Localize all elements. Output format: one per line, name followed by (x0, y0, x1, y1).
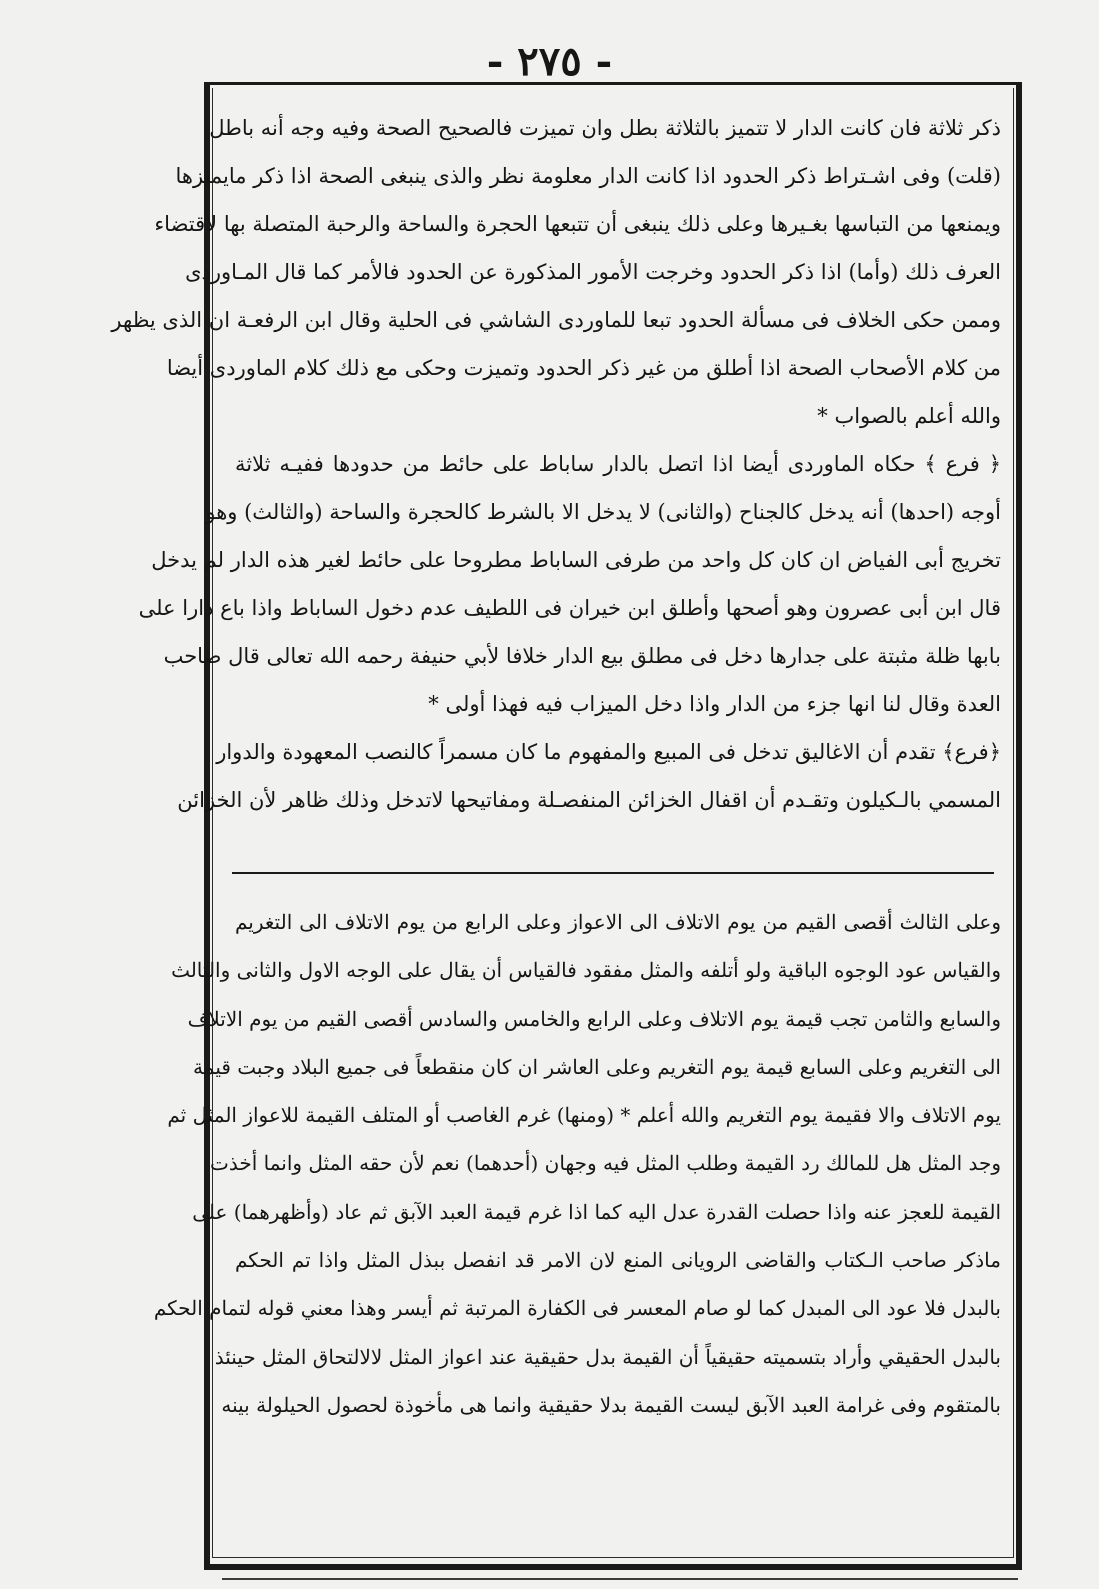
main-text-line: قال ابن أبى عصرون وهو أصحها وأطلق ابن خيران فى اللطيف عدم دخول الساباط واذا باع دارا على (138, 596, 1001, 620)
footnote-line: وعلى الثالث أقصى القيم من يوم الاتلاف الى الاعواز وعلى الرابع من يوم الاتلاف الى التغريم (235, 910, 1001, 934)
footnote-line: الى التغريم وعلى السابع قيمة يوم التغريم وعلى العاشر ان كان منقطعاً فى جميع البلاد وجبت قيمة (193, 1054, 1001, 1079)
main-text-line: المسمي بالـكيلون وتقـدم أن اقفال الخزائن المنفصـلة ومفاتيحها لاتدخل وذلك ظاهر لأن الخزائن (177, 788, 1001, 812)
main-text-line: والله أعلم بالصواب * (817, 404, 1001, 428)
footnote-line: يوم الاتلاف والا فقيمة يوم التغريم والله أعلم * (ومنها) غرم الغاصب أو المتلف القيمة للاعواز المثل ثم (167, 1103, 1001, 1128)
main-text-line: تخريج أبى الفياض ان كان كل واحد من طرفى الساباط مطروحا على حائط لغير هذه الدار لم يدخل (151, 548, 1001, 572)
main-text-line: بابها ظلة مثبتة على جدارها دخل فى مطلق بيع الدار خلافا لأبي حنيفة رحمه الله تعالى قال صاحب (163, 644, 1001, 668)
footnote-line: بالبدل فلا عود الى المبدل كما لو صام المعسر فى الكفارة المرتبة ثم أيسر وهذا معني قوله لتمام الحكم (153, 1296, 1001, 1321)
main-text-line: ﴿فرع﴾ تقدم أن الاغاليق تدخل فى المبيع والمفهوم ما كان مسمراً كالنصب المعهودة والدوار (216, 740, 1001, 764)
footnote-line: وجد المثل هل للمالك رد القيمة وطلب المثل فيه وجهان (أحدهما) نعم لأن حقه المثل وانما أخذت (210, 1151, 1001, 1176)
main-text (111, 104, 1001, 824)
footnote-line: والقياس عود الوجوه الباقية ولو أتلفه والمثل مفقود فالقياس أن يقال على الوجه الاول والثانى والثالث (171, 958, 1001, 983)
main-text-line: أوجه (احدها) أنه يدخل كالجناح (والثانى) لا يدخل الا بالشرط كالحجرة والساحة (والثالث) وهو (205, 500, 1001, 524)
main-text-line: ويمنعها من التباسها بغـيرها وعلى ذلك ينبغى أن تتبعها الحجرة والساحة والرحبة المتصلة بها لاقتضاء (154, 212, 1001, 236)
footnote-line: ماذكر صاحب الـكتاب والقاضى الرويانى المنع لان الامر قد انفصل ببذل المثل واذا تم الحكم (235, 1248, 1001, 1273)
main-text-line: العدة وقال لنا انها جزء من الدار واذا دخل الميزاب فيه فهذا أولى * (428, 692, 1001, 716)
main-text-line: ﴿ فرع ﴾ حكاه الماوردى أيضا اذا اتصل بالدار ساباط على حائط من حدودها ففيـه ثلاثة (235, 452, 1001, 476)
main-text-line: وممن حكى الخلاف فى مسألة الحدود تبعا للماوردى الشاشي فى الحلية وقال ابن الرفعـة ان الذى يظهر (111, 308, 1001, 332)
footnote-line: والسابع والثامن تجب قيمة يوم الاتلاف وعلى الرابع والخامس والسادس أقصى القيم من يوم الاتلاف (187, 1006, 1001, 1031)
main-text-line: ذكر ثلاثة فان كانت الدار لا تتميز بالثلاثة بطل وان تميزت فالصحيح الصحة وفيه وجه أنه باطل (209, 116, 1001, 140)
footnote-line: القيمة للعجز عنه واذا حصلت القدرة عدل اليه كما اذا غرم قيمة العبد الآبق ثم عاد (وأظهرهما) على (192, 1199, 1001, 1224)
bottom-rule (222, 1578, 1018, 1580)
main-text-line: العرف ذلك (وأما) اذا ذكر الحدود وخرجت الأمور المذكورة عن الحدود فالأمر كما قال المـاوردى (185, 260, 1001, 284)
main-text-line: (قلت) وفى اشـتراط ذكر الحدود اذا كانت الدار معلومة نظر والذى ينبغى الصحة اذا ذكر مايميزها (175, 164, 1001, 188)
page-number: - ٢٧٥ - (486, 38, 613, 85)
footnote-line: بالبدل الحقيقي وأراد بتسميته حقيقياً أن القيمة بدل حقيقية عند اعواز المثل لالالتحاق المثل حينئذ (214, 1344, 1001, 1369)
footnote-line: بالمتقوم وفى غرامة العبد الآبق ليست القيمة بدلا حقيقية وانما هى مأخوذة لحصول الحيلولة بينه (221, 1392, 1001, 1417)
footnote-text (153, 898, 1001, 1429)
main-text-line: من كلام الأصحاب الصحة اذا أطلق من غير ذكر الحدود وتميزت وحكى مع ذلك كلام الماوردى أيضا (166, 356, 1001, 380)
footnote-divider (232, 872, 994, 874)
